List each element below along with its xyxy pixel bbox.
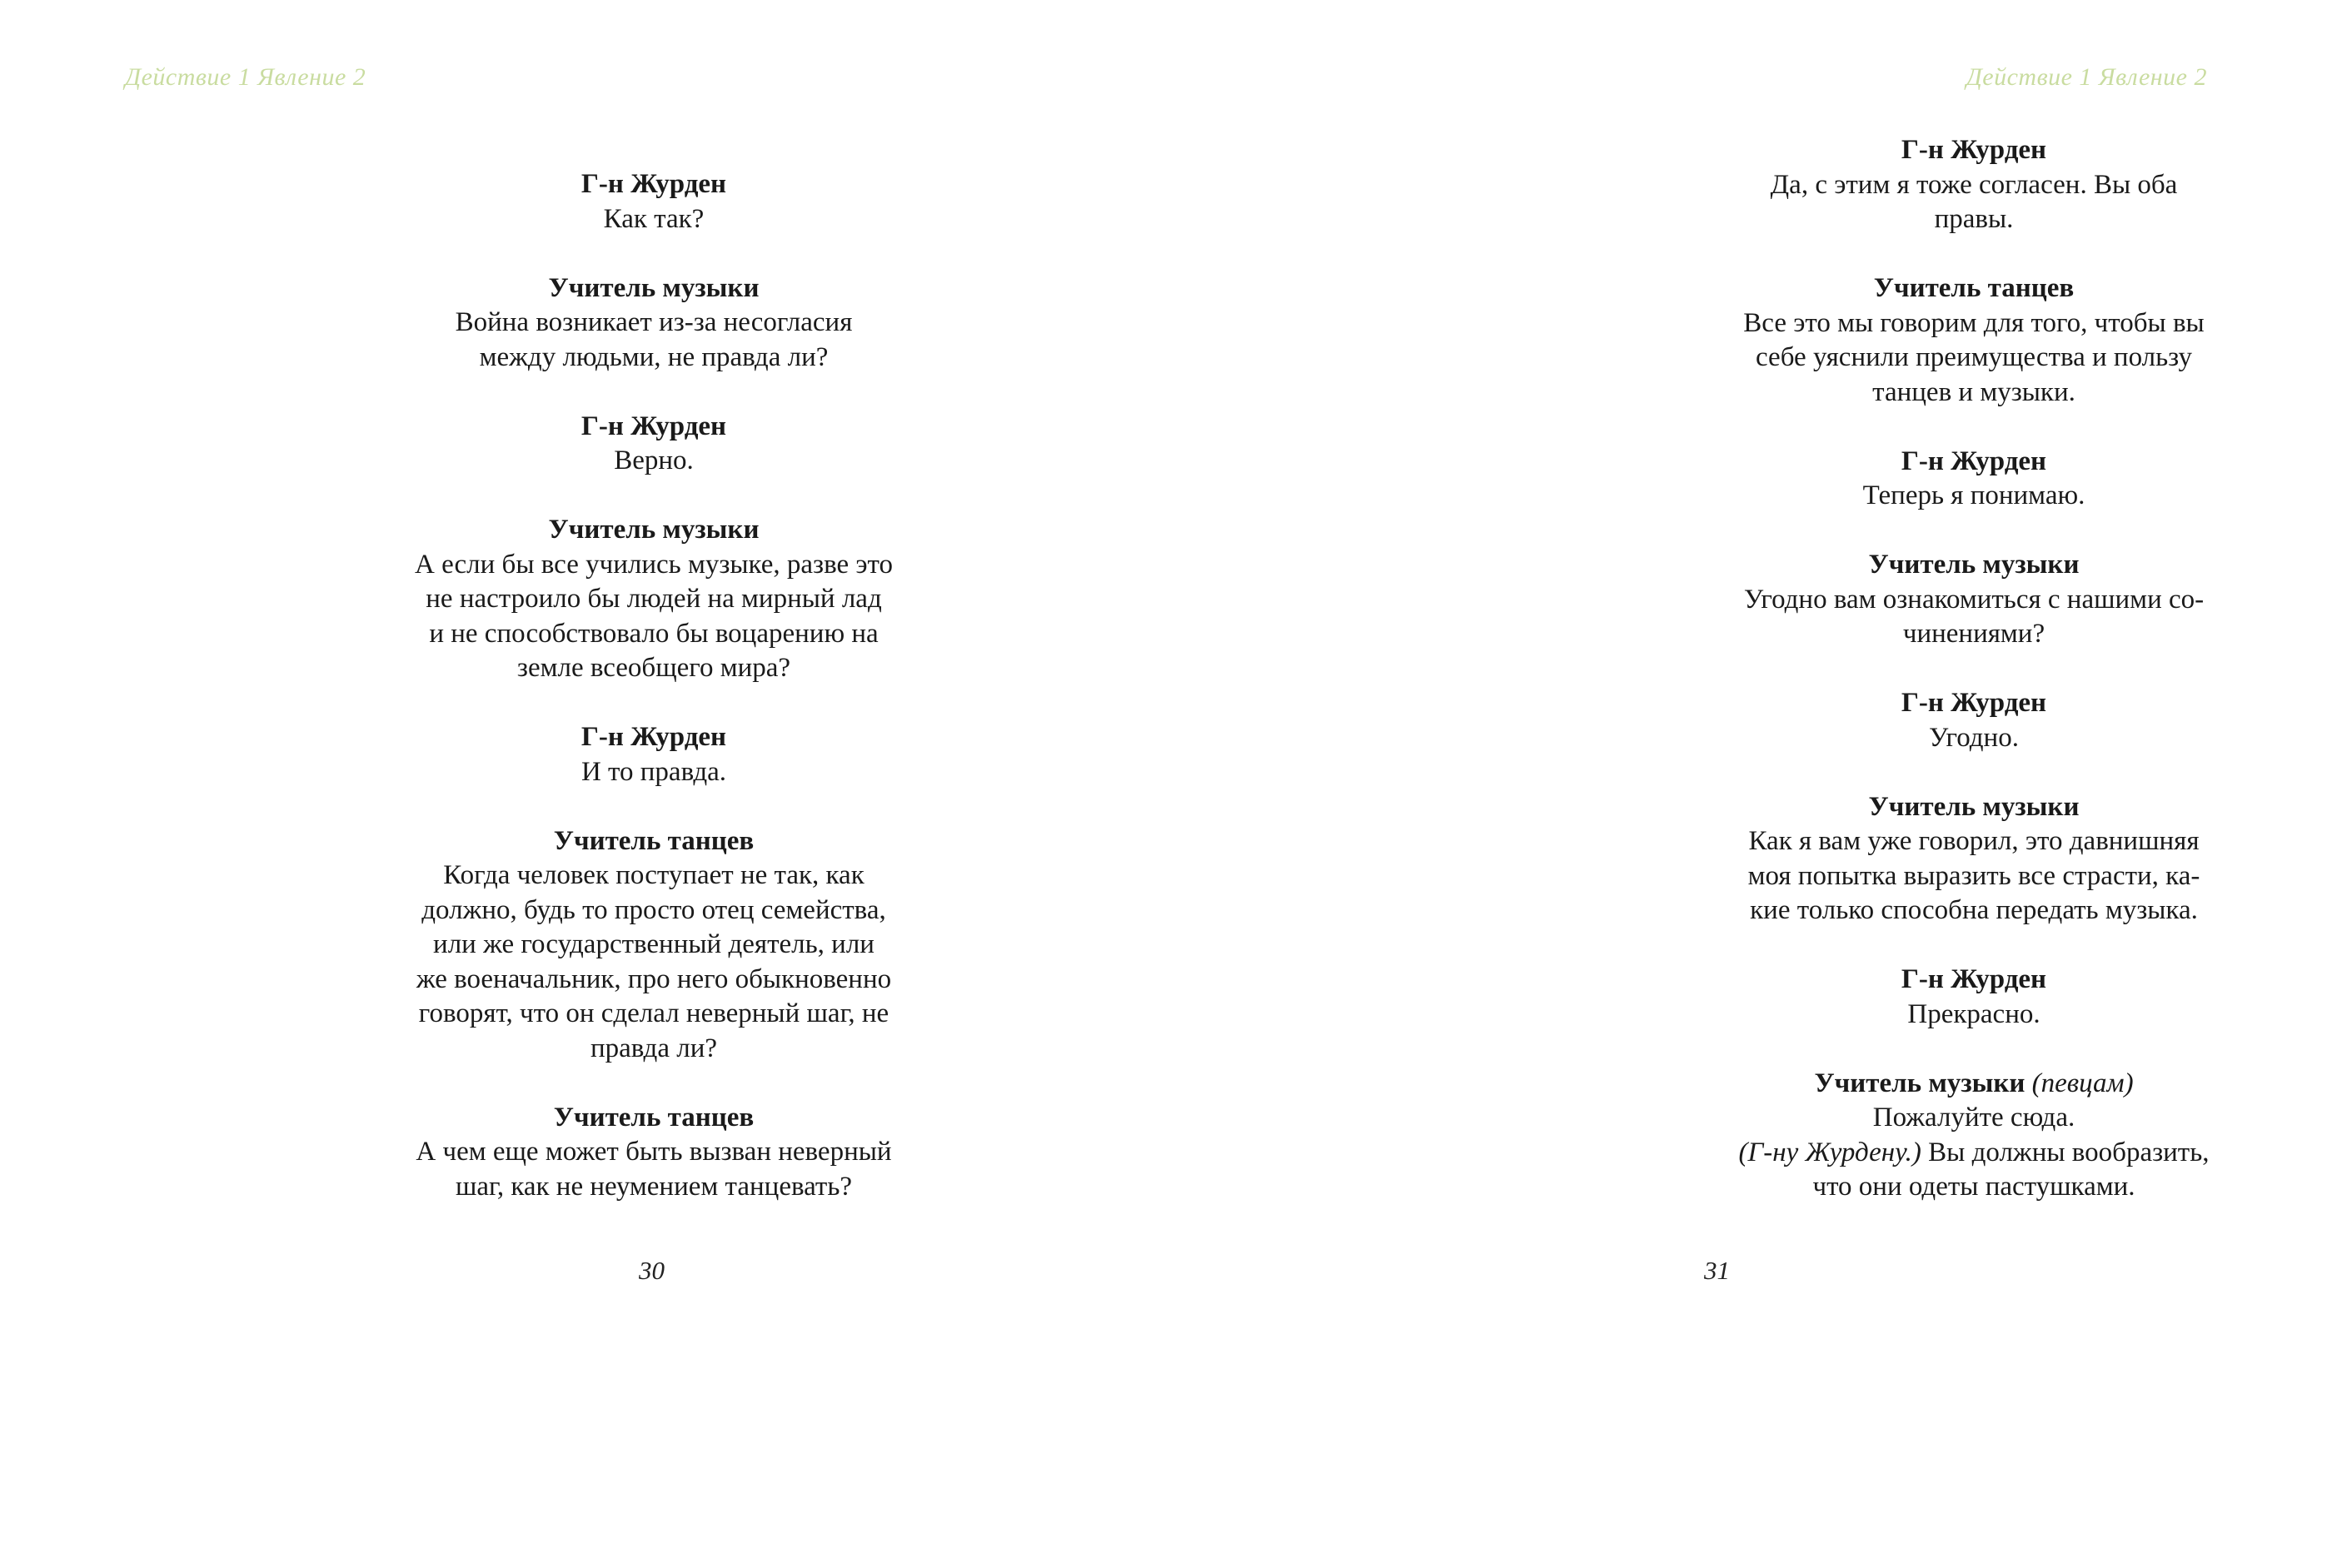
speech-line: Как так? — [603, 203, 705, 234]
speech — [1699, 133, 2249, 237]
speech-line: А если бы все учились музыке, разве это — [414, 549, 894, 580]
speaker-name: Г-н Журден — [1901, 446, 2047, 476]
speech-line: не настроило бы людей на мирный лад — [426, 584, 882, 614]
speech-line: Верно. — [614, 446, 694, 475]
speech — [1699, 963, 2249, 1032]
running-head-right: Действие 1 Явление 2 — [1966, 63, 2207, 91]
speech-line: Угодно. — [1929, 722, 2019, 753]
speaker-name: Учитель танцев — [553, 1102, 755, 1132]
speech-line: Война возникает из-за несогласия — [455, 307, 853, 337]
speech-line: же военачальник, про него обыкновенно — [416, 963, 892, 994]
speech — [379, 720, 929, 789]
speech-line: должно, будь то просто отец семейства, — [421, 894, 886, 925]
speech-line-text: Вы должны вообразить, — [1928, 1137, 2210, 1167]
speech-line: шаг, как не неумением танцевать? — [455, 1171, 853, 1202]
speech — [379, 824, 929, 1067]
speech — [379, 1101, 929, 1205]
speech-line: правда ли? — [590, 1033, 718, 1063]
speaker-name: Учитель музыки — [548, 515, 760, 545]
running-head-left: Действие 1 Явление 2 — [125, 63, 366, 91]
speech-line: Угодно вам ознакомиться с нашими со- — [1743, 584, 2205, 615]
right-page — [1166, 0, 2332, 1568]
speech — [1699, 271, 2249, 410]
speech-line: Когда человек поступает не так, как — [443, 860, 865, 890]
speaker-name: Г-н Журден — [1901, 135, 2047, 165]
speech-line: моя попытка выразить все страсти, ка- — [1747, 860, 2200, 891]
speech-line: Да, с этим я тоже согласен. Вы оба — [1770, 169, 2178, 200]
speech-line: правы. — [1934, 204, 2014, 234]
speech — [379, 167, 929, 236]
speaker-name: Учитель музыки — [1868, 550, 2080, 580]
speech-line — [1699, 1136, 2249, 1171]
dialogue-block-right — [1699, 133, 2249, 1205]
speech-line: себе уяснили преимущества и пользу — [1756, 342, 2192, 372]
speech — [1699, 548, 2249, 652]
speaker-name: Учитель музыки — [1868, 791, 2080, 822]
page-number-right: 31 — [1704, 1256, 1730, 1285]
speech — [1699, 686, 2249, 755]
speech-line: Пожалуйте сюда. — [1872, 1103, 2075, 1132]
speech-line: Прекрасно. — [1907, 998, 2040, 1029]
speech-line: кие только способна передать музыка. — [1750, 895, 2198, 925]
speech-line: танцев и музыки. — [1872, 376, 2075, 407]
speech-line: или же государственный деятель, или — [433, 929, 874, 959]
stage-direction: (певцам) — [2031, 1068, 2134, 1098]
speaker-name: Учитель музыки — [548, 272, 760, 303]
speech-line: Как я вам уже говорил, это давнишняя — [1748, 826, 2200, 856]
speech — [379, 410, 929, 479]
speech-line: между людьми, не правда ли? — [479, 341, 829, 372]
speaker-name: Учитель танцев — [1873, 273, 2075, 303]
speech-line: Все это мы говорим для того, чтобы вы — [1743, 307, 2205, 338]
speech-line: земле всеобщего мира? — [516, 653, 791, 683]
speech — [379, 271, 929, 376]
speaker-label: Учитель музыки — [1814, 1068, 2026, 1098]
speech-line: А чем еще может быть вызван неверный — [416, 1137, 892, 1167]
speech — [1699, 790, 2249, 928]
speaker-name — [1699, 1067, 2249, 1102]
dialogue-block-left — [379, 167, 929, 1204]
speech — [1699, 1067, 2249, 1205]
speaker-name: Г-н Журден — [1901, 688, 2047, 718]
speech — [379, 513, 929, 686]
speech — [1699, 445, 2249, 514]
speaker-name: Учитель танцев — [553, 825, 755, 856]
speech-line: Теперь я понимаю. — [1862, 480, 2085, 510]
speech-line: и не способствовало бы воцарению на — [429, 618, 879, 649]
speech-line: говорят, что он сделал неверный шаг, не — [418, 998, 889, 1028]
speech-line: чинениями? — [1902, 619, 2045, 649]
page-number-left: 30 — [639, 1256, 665, 1285]
speaker-name: Г-н Журден — [1901, 964, 2047, 994]
speech-line: что они одеты пастушками. — [1812, 1172, 2135, 1202]
stage-direction: (Г-ну Журдену.) — [1738, 1137, 1921, 1167]
speaker-name: Г-н Журден — [581, 411, 727, 441]
speaker-name: Г-н Журден — [581, 169, 727, 199]
speaker-name: Г-н Журден — [581, 722, 727, 752]
speech-line: И то правда. — [581, 756, 727, 787]
